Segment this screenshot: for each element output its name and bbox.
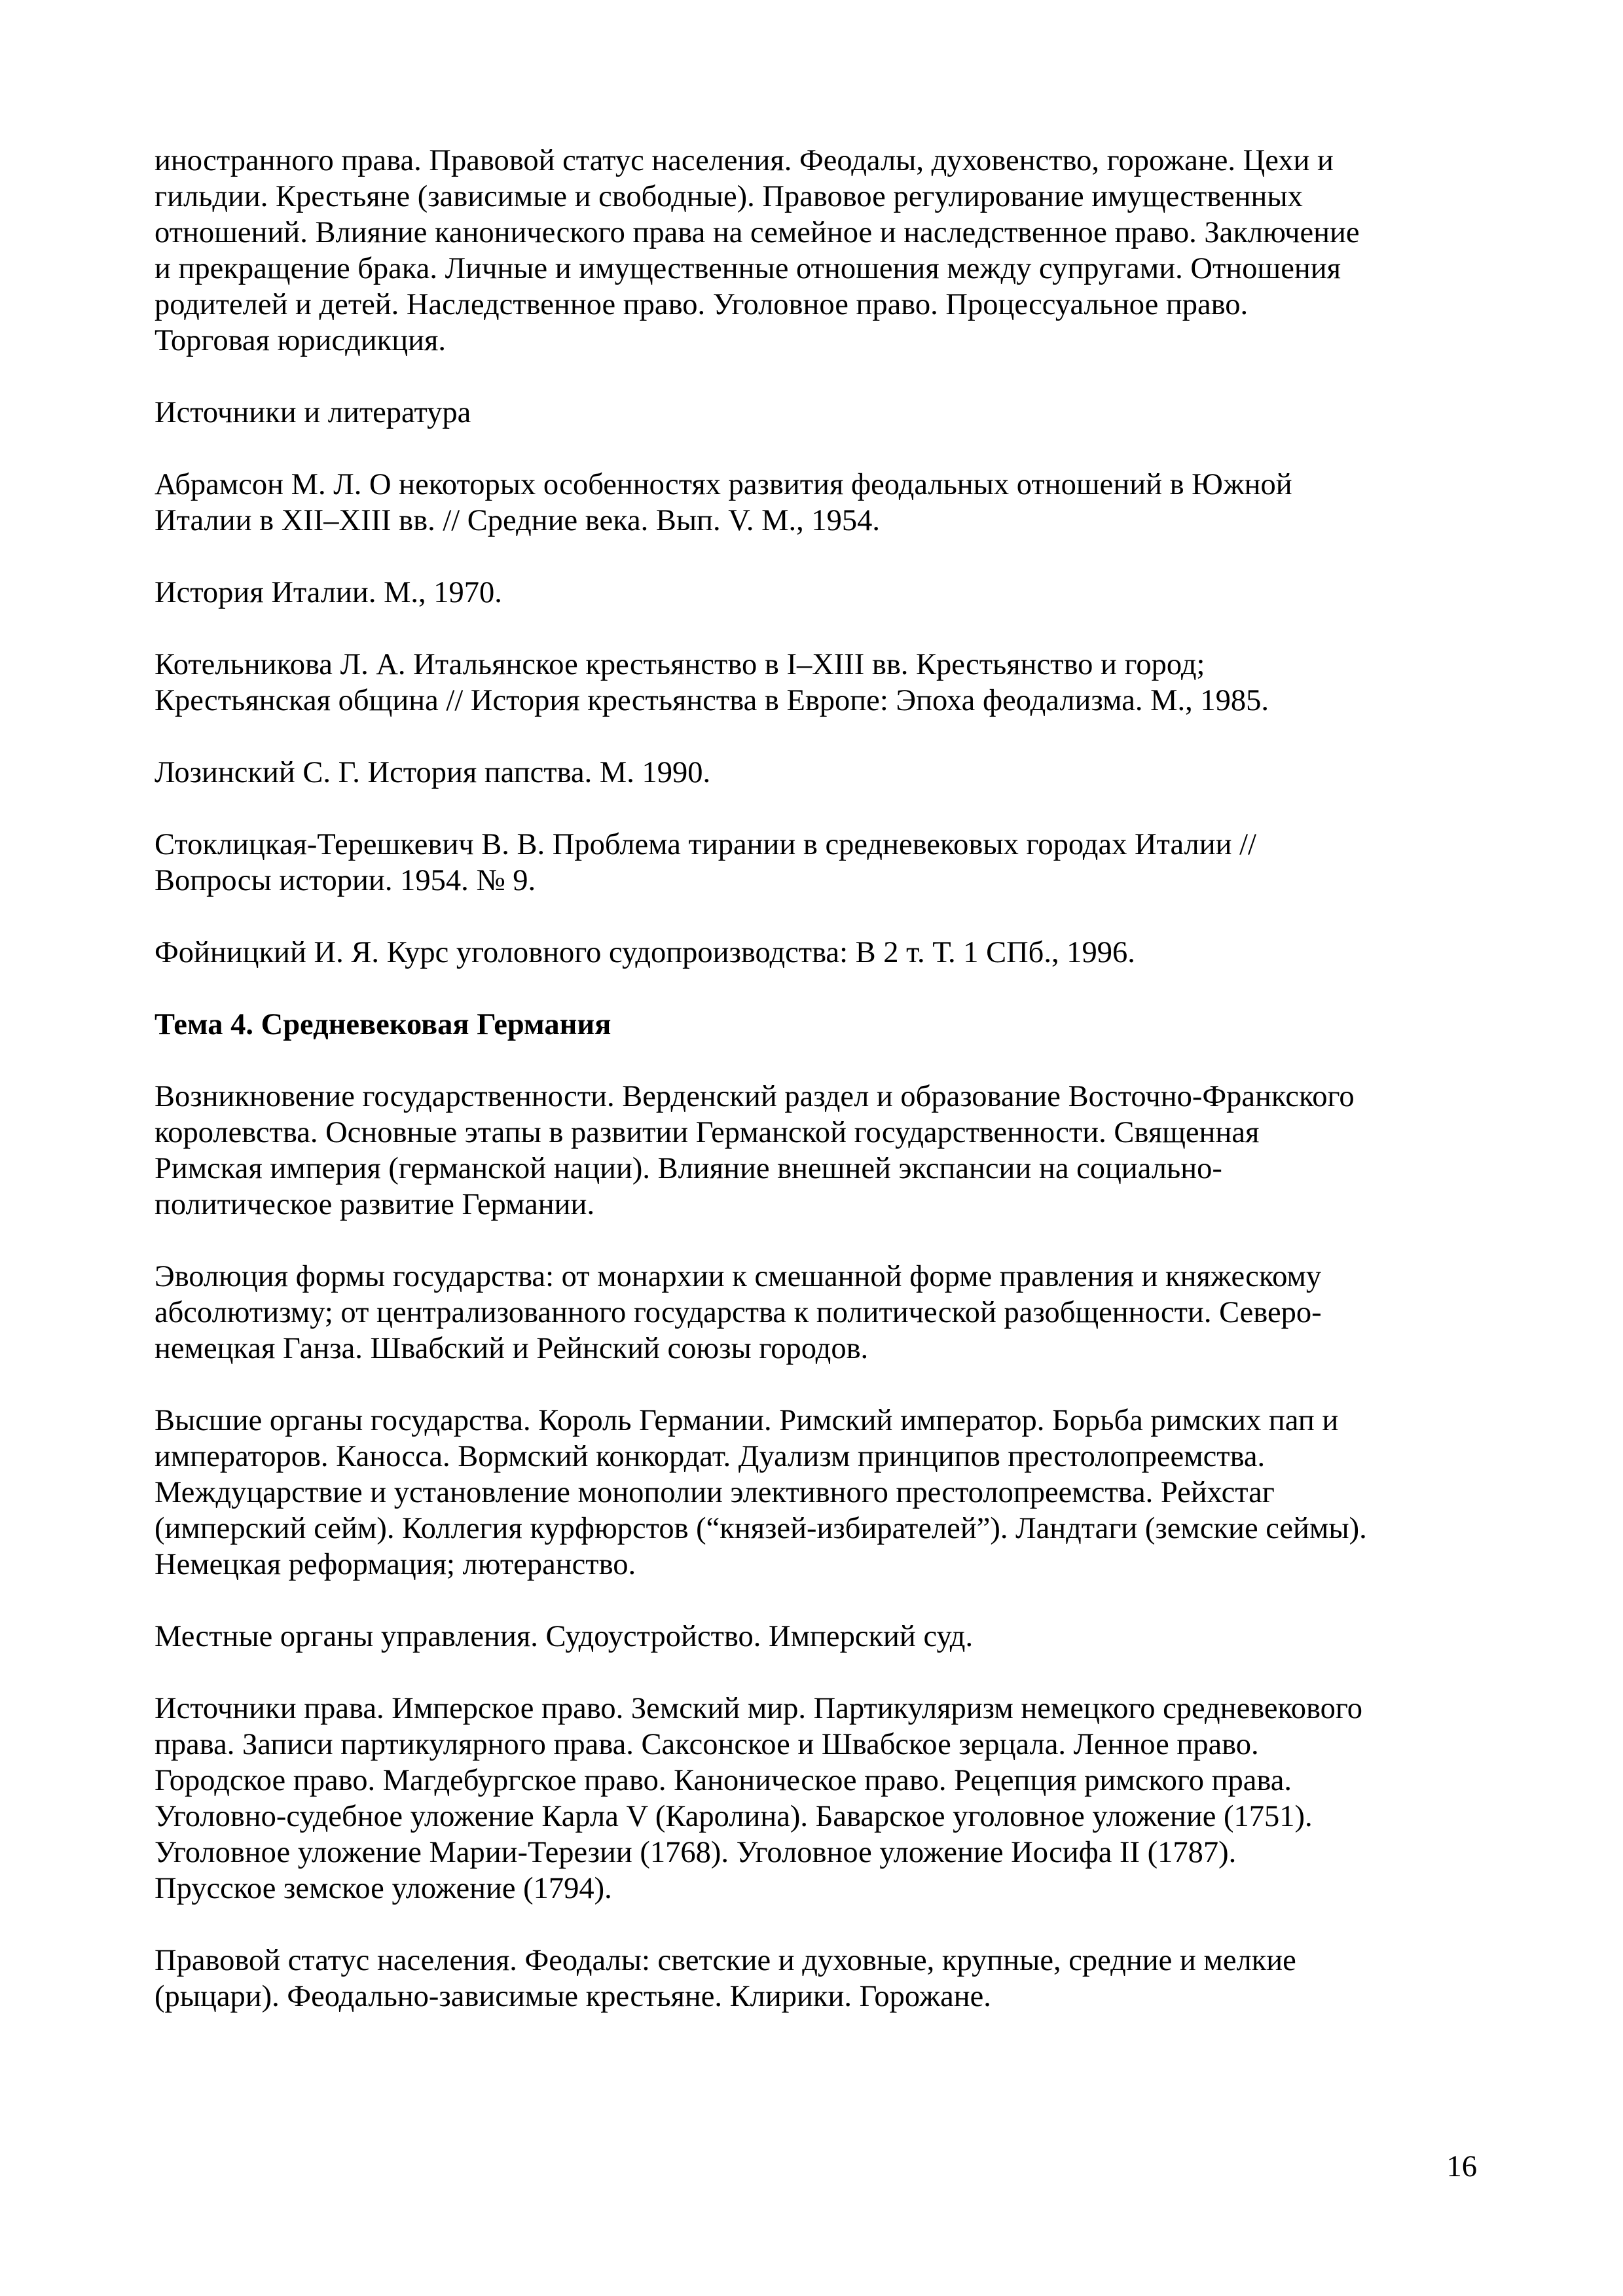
reference-item: Лозинский С. Г. История папства. М. 1990. bbox=[155, 756, 711, 789]
page-number: 16 bbox=[1446, 2150, 1477, 2183]
topic-paragraph: Возникновение государственности. Верденский раздел и образование Восточно-Франкского королевства. Основные этапы в развитии Германской государственности. Священная Римская империя (германской нации). Влияние внешней экспансии на социально- политическое развитие Германии. bbox=[155, 1080, 1355, 1221]
intro-paragraph: иностранного права. Правовой статус населения. Феодалы, духовенство, горожане. Цехи и гильдии. Крестьяне (зависимые и свободные). Правовое регулирование имущественных отношений. Влияние канонического права на семейное и наследственное право. Заключение и прекращение брака. Личные и имущественные отношения между супругами. Отношения родителей и детей. Наследственное право. Уголовное право. Процессуальное право. Торговая юрисдикция. bbox=[155, 144, 1360, 357]
reference-item: Фойницкий И. Я. Курс уголовного судопроизводства: В 2 т. Т. 1 СПб., 1996. bbox=[155, 936, 1135, 969]
sources-heading: Источники и литература bbox=[155, 396, 471, 429]
topic-paragraph: Правовой статус населения. Феодалы: светские и духовные, крупные, средние и мелкие (рыцари). Феодально-зависимые крестьяне. Клирики. Горожане. bbox=[155, 1944, 1296, 2013]
topic-paragraph: Источники права. Имперское право. Земский мир. Партикуляризм немецкого средневекового права. Записи партикулярного права. Саксонское и Швабское зерцала. Ленное право. Городское право. Магдебургское право. Каноническое право. Рецепция римского права. Уголовно-судебное уложение Карла V (Каролина). Баварское уголовное уложение (1751). Уголовное уложение Марии-Терезии (1768). Уголовное уложение Иосифа II (1787). Прусское земское уложение (1794). bbox=[155, 1692, 1363, 1905]
topic-paragraph: Эволюция формы государства: от монархии к смешанной форме правления и княжескому абсолютизму; от централизованного государства к политической разобщенности. Северо- немецкая Ганза. Швабский и Рейнский союзы городов. bbox=[155, 1260, 1322, 1365]
topic-paragraph: Местные органы управления. Судоустройство. Имперский суд. bbox=[155, 1620, 974, 1653]
topic-heading: Тема 4. Средневековая Германия bbox=[155, 1008, 611, 1041]
document-page bbox=[155, 143, 1490, 2051]
reference-item: Абрамсон М. Л. О некоторых особенностях развития феодальных отношений в Южной Италии в XII–XIII вв. // Средние века. Вып. V. М., 1954. bbox=[155, 468, 1292, 537]
reference-item: Стоклицкая-Терешкевич В. В. Проблема тирании в средневековых городах Италии // Вопросы истории. 1954. № 9. bbox=[155, 828, 1256, 897]
reference-item: История Италии. М., 1970. bbox=[155, 576, 502, 609]
topic-paragraph: Высшие органы государства. Король Германии. Римский император. Борьба римских пап и императоров. Каносса. Вормский конкордат. Дуализм принципов престолопреемства. Междуцарствие и установление монополии элективного престолопреемства. Рейхстаг (имперский сейм). Коллегия курфюрстов (“князей-избирателей”). Ландтаги (земские сеймы). Немецкая реформация; лютеранство. bbox=[155, 1404, 1367, 1581]
reference-item: Котельникова Л. А. Итальянское крестьянство в I–XIII вв. Крестьянство и город; Крестьянская община // История крестьянства в Европе: Эпоха феодализма. М., 1985. bbox=[155, 648, 1269, 717]
